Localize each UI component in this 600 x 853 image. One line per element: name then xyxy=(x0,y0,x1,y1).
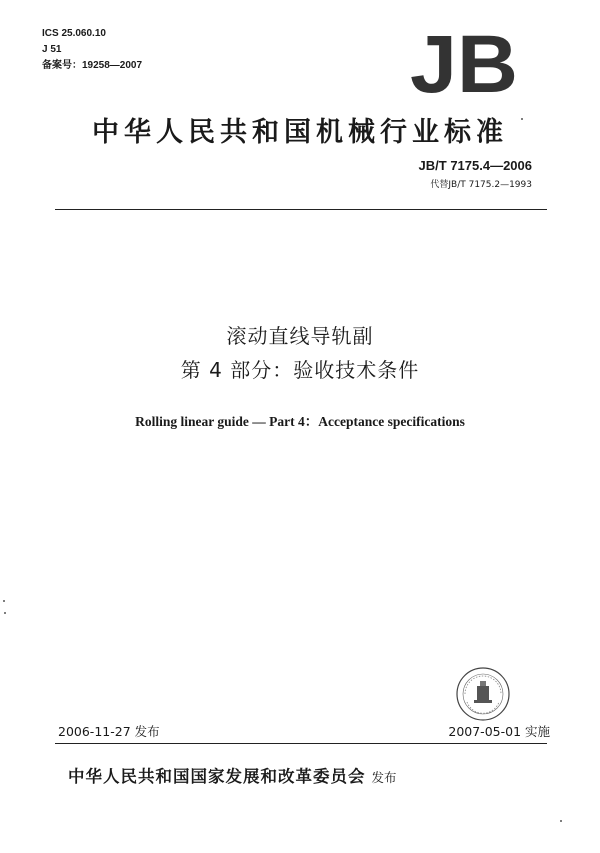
ics-code: ICS 25.060.10 xyxy=(42,28,106,39)
organization-title: 中华人民共和国机械行业标准 xyxy=(92,117,508,148)
title-en: Rolling linear guide — Part 4：Acceptance specifications xyxy=(135,414,465,429)
bottom-divider xyxy=(55,743,547,744)
jb-logo-text: JB xyxy=(410,22,518,102)
standard-number: JB/T 7175.4—2006 xyxy=(418,158,532,173)
scan-speck xyxy=(3,600,5,602)
issuer-line xyxy=(68,763,397,787)
replaced-standard: 代替JB/T 7175.2—1993 xyxy=(430,180,532,190)
jb-logo xyxy=(408,22,520,102)
record-number: 备案号：19258—2007 xyxy=(42,60,143,71)
top-divider xyxy=(55,209,547,210)
scan-speck xyxy=(4,612,6,614)
scan-speck xyxy=(560,820,562,822)
meta-block xyxy=(42,26,142,74)
publisher-seal-icon xyxy=(455,666,511,722)
publish-date: 2006-11-27 发布 xyxy=(58,724,160,739)
scan-speck xyxy=(521,118,523,120)
title-zh-line1: 滚动直线导轨副 xyxy=(226,324,374,348)
issuer-suffix: 发布 xyxy=(371,770,397,785)
title-zh-line2: 第 4 部分：验收技术条件 xyxy=(180,358,420,382)
implementation-date: 2007-05-01 实施 xyxy=(448,724,550,739)
issuer-name: 中华人民共和国国家发展和改革委员会 xyxy=(68,767,366,786)
classification-code: J 51 xyxy=(42,44,62,55)
